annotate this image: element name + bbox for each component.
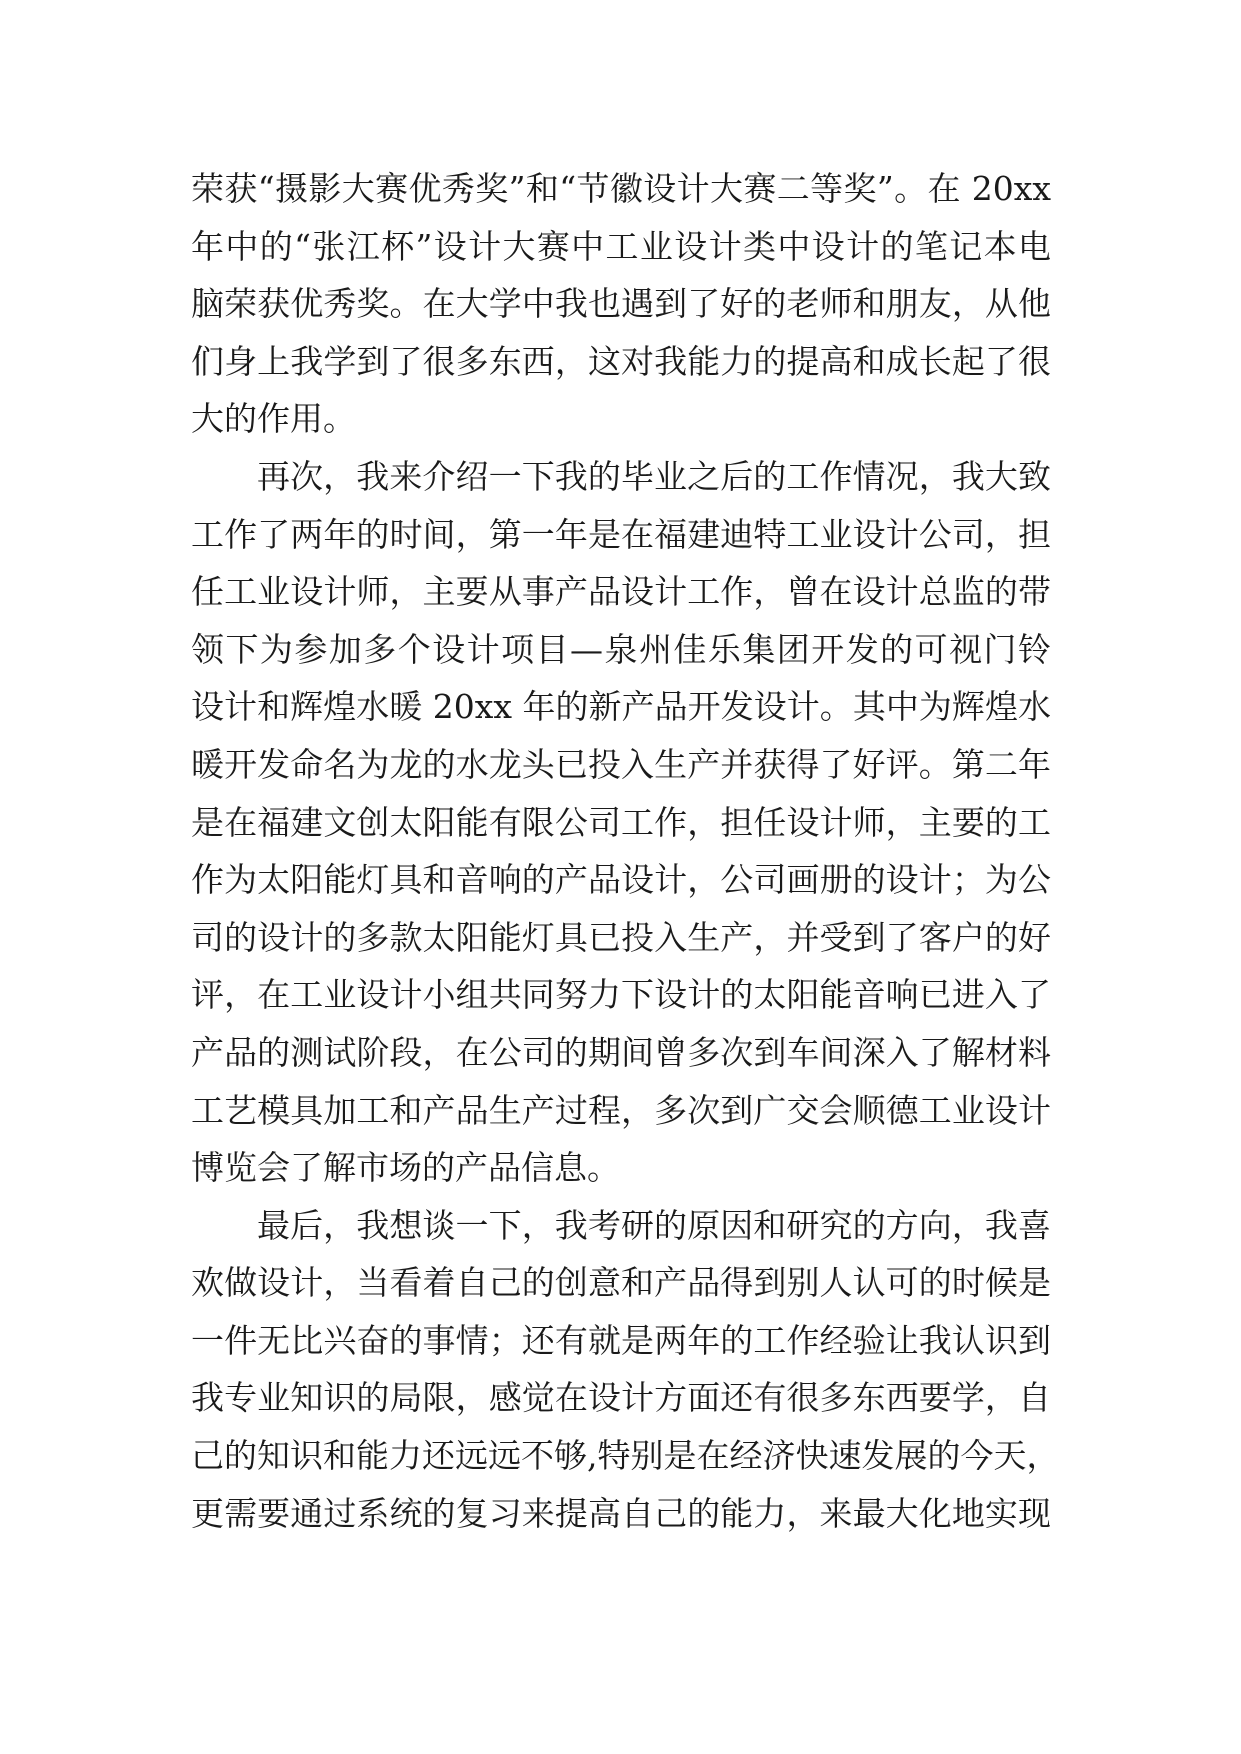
paragraph-2-line-11: 产品的测试阶段，在公司的期间曾多次到车间深入了解材料 <box>191 1032 1051 1072</box>
paragraph-3-line-1: 最后，我想谈一下，我考研的原因和研究的方向，我喜 <box>257 1205 1051 1245</box>
paragraph-2-line-10: 评，在工业设计小组共同努力下设计的太阳能音响已进入了 <box>191 975 1051 1015</box>
paragraph-2-line-8: 作为太阳能灯具和音响的产品设计，公司画册的设计；为公 <box>191 860 1051 900</box>
paragraph-2-line-13: 博览会了解市场的产品信息。 <box>191 1148 620 1188</box>
paragraph-3-line-4: 我专业知识的局限，感觉在设计方面还有很多东西要学，自 <box>191 1378 1051 1418</box>
paragraph-2 <box>191 448 1051 1197</box>
paragraph-1 <box>191 160 1051 448</box>
paragraph-1-line-5: 大的作用。 <box>191 399 356 439</box>
paragraph-2-line-5: 设计和辉煌水暖 20xx 年的新产品开发设计。其中为辉煌水 <box>191 687 1051 727</box>
paragraph-3-line-3: 一件无比兴奋的事情；还有就是两年的工作经验让我认识到 <box>191 1320 1051 1360</box>
paragraph-1-line-4: 们身上我学到了很多东西，这对我能力的提高和成长起了很 <box>191 341 1051 381</box>
paragraph-3 <box>191 1197 1060 1543</box>
paragraph-3-line-6: 更需要通过系统的复习来提高自己的能力，来最大化地实现 <box>191 1493 1051 1533</box>
document-body <box>191 160 1060 1542</box>
paragraph-2-line-6: 暖开发命名为龙的水龙头已投入生产并获得了好评。第二年 <box>191 744 1051 784</box>
paragraph-3-line-5: 己的知识和能力还远远不够,特别是在经济快速发展的今天， <box>191 1436 1060 1476</box>
paragraph-2-line-2: 工作了两年的时间，第一年是在福建迪特工业设计公司，担 <box>191 514 1051 554</box>
paragraph-2-line-7: 是在福建文创太阳能有限公司工作，担任设计师，主要的工 <box>191 802 1051 842</box>
paragraph-1-line-1: 荣获“摄影大赛优秀奖”和“节徽设计大赛二等奖”。在 20xx <box>191 169 1051 208</box>
paragraph-2-line-1: 再次，我来介绍一下我的毕业之后的工作情况，我大致 <box>257 456 1051 496</box>
paragraph-1-line-2: 年中的“张江杯”设计大赛中工业设计类中设计的笔记本电 <box>191 226 1051 266</box>
paragraph-2-line-9: 司的设计的多款太阳能灯具已投入生产，并受到了客户的好 <box>191 917 1051 957</box>
paragraph-2-line-4: 领下为参加多个设计项目—泉州佳乐集团开发的可视门铃 <box>191 629 1051 669</box>
paragraph-2-line-12: 工艺模具加工和产品生产过程，多次到广交会顺德工业设计 <box>191 1090 1051 1130</box>
paragraph-3-line-2: 欢做设计，当看着自己的创意和产品得到别人认可的时候是 <box>191 1263 1051 1303</box>
paragraph-2-line-3: 任工业设计师，主要从事产品设计工作，曾在设计总监的带 <box>191 572 1051 612</box>
paragraph-1-line-3: 脑荣获优秀奖。在大学中我也遇到了好的老师和朋友，从他 <box>191 284 1051 324</box>
